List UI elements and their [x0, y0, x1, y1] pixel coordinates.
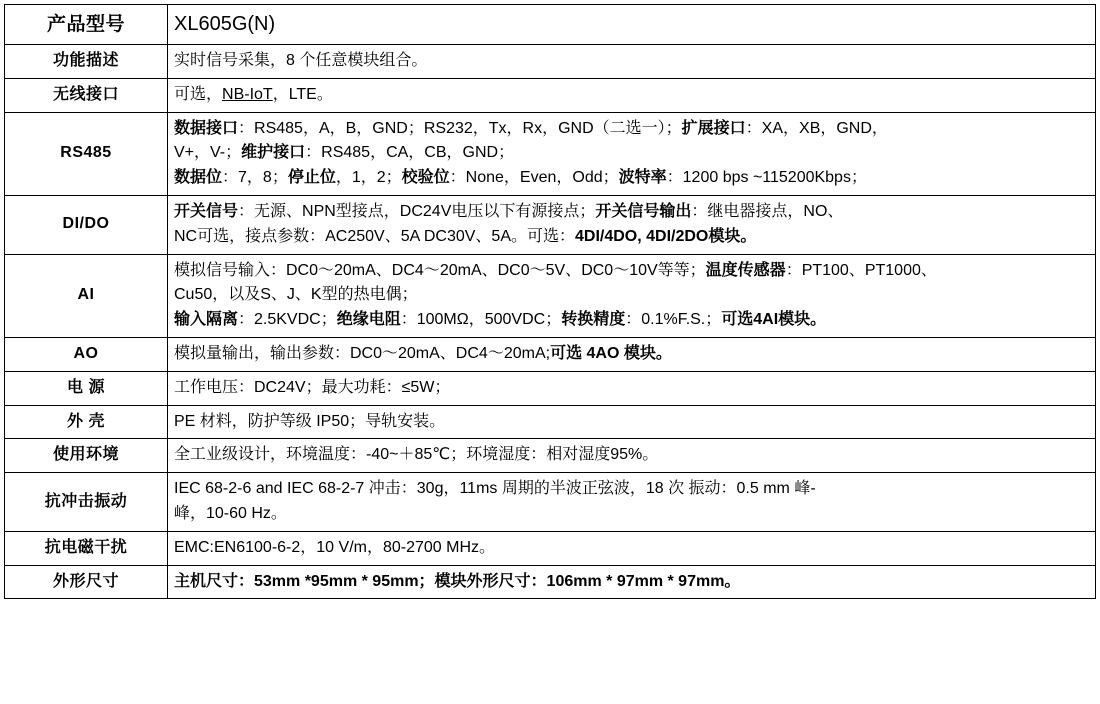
spec-text-segment: ，LTE。 — [272, 85, 333, 103]
spec-text-segment: ：None，Even，Odd； — [449, 169, 619, 187]
spec-text-segment: 峰，10-60 Hz。 — [174, 504, 287, 522]
spec-text-segment: XL605G(N) — [174, 13, 276, 35]
spec-text-segment: 工作电压：DC24V；最大功耗：≤5W； — [174, 378, 451, 396]
spec-text-segment: ：XA，XB，GND， — [745, 119, 888, 137]
table-row — [5, 112, 1096, 195]
spec-text-segment: 停止位 — [287, 169, 336, 187]
spec-value-cell — [168, 337, 1096, 371]
spec-value-line — [174, 9, 1089, 40]
spec-text-segment: 实时信号采集，8 个任意模块组合。 — [174, 52, 428, 69]
spec-text-segment: ：0.1%F.S.； — [625, 311, 722, 329]
spec-value-cell — [168, 78, 1096, 112]
spec-text-segment: ：无源、NPN型接点，DC24V电压以下有源接点； — [238, 202, 596, 220]
spec-text-segment: 波特率 — [618, 169, 667, 187]
spec-label-cell: 产品型号 — [5, 5, 168, 45]
spec-value-line — [174, 117, 1089, 142]
spec-value-line — [174, 141, 1089, 166]
table-row — [5, 195, 1096, 254]
spec-text-segment: EMC:EN6100-6-2，10 V/m，80-2700 MHz。 — [174, 538, 496, 556]
spec-label-cell: AI — [5, 254, 168, 337]
spec-value-line — [174, 376, 1089, 401]
spec-text-segment: 数据位 — [174, 169, 223, 187]
spec-value-line — [174, 283, 1089, 308]
product-spec-table — [4, 4, 1096, 599]
spec-value-cell — [168, 565, 1096, 599]
spec-value-cell — [168, 5, 1096, 45]
spec-text-segment: 主机尺寸：53mm *95mm * 95mm； — [174, 572, 435, 590]
spec-label-cell: 使用环境 — [5, 439, 168, 473]
spec-text-segment: V+，V-； — [174, 144, 242, 162]
spec-text-segment: 全工业级设计，环境温度：-40~＋85℃；环境湿度：相对湿度95%。 — [174, 446, 659, 464]
spec-value-line — [174, 225, 1089, 250]
spec-value-cell — [168, 254, 1096, 337]
spec-value-cell — [168, 531, 1096, 565]
spec-text-segment: 维护接口 — [241, 144, 306, 162]
spec-value-line — [174, 410, 1089, 435]
spec-text-segment: ：100MΩ，500VDC； — [400, 311, 562, 329]
table-row — [5, 439, 1096, 473]
spec-value-line — [174, 477, 1089, 502]
spec-value-line — [174, 536, 1089, 561]
spec-text-segment: 可选 4AO 模块。 — [550, 344, 672, 362]
spec-text-segment: 模块外形尺寸：106mm * 97mm * 97mm。 — [434, 572, 741, 590]
spec-text-segment: ：RS485，A，B，GND；RS232，Tx，Rx，GND（二选一）； — [238, 119, 682, 137]
spec-value-line — [174, 443, 1089, 468]
spec-label-cell: 抗冲击振动 — [5, 473, 168, 532]
spec-label-cell: 功能描述 — [5, 45, 168, 79]
spec-value-line — [174, 49, 1089, 74]
spec-value-line — [174, 342, 1089, 367]
spec-value-cell — [168, 371, 1096, 405]
spec-value-line — [174, 502, 1089, 527]
spec-text-segment: ：1200 bps ~115200Kbps； — [666, 169, 867, 187]
spec-text-segment: 校验位 — [401, 169, 450, 187]
spec-label-cell: AO — [5, 337, 168, 371]
spec-text-segment: 数据接口 — [174, 119, 239, 137]
spec-text-segment: 输入隔离 — [174, 311, 239, 329]
spec-label-cell: 电 源 — [5, 371, 168, 405]
table-row — [5, 254, 1096, 337]
spec-text-segment: NC可选，接点参数：AC250V、5A DC30V、5A。可选： — [174, 227, 575, 245]
spec-value-cell — [168, 405, 1096, 439]
spec-text-segment: 开关信号 — [174, 202, 239, 220]
spec-text-segment: 模拟信号输入：DC0～20mA、DC4～20mA、DC0～5V、DC0～10V等等； — [174, 261, 706, 279]
spec-text-segment: 开关信号输出 — [595, 202, 692, 220]
table-row — [5, 473, 1096, 532]
spec-text-segment: 扩展接口 — [681, 119, 746, 137]
spec-label-cell: 无线接口 — [5, 78, 168, 112]
spec-text-segment: 温度传感器 — [705, 261, 786, 279]
table-row — [5, 371, 1096, 405]
spec-value-cell — [168, 439, 1096, 473]
table-row — [5, 45, 1096, 79]
spec-table-body — [5, 5, 1096, 599]
spec-text-segment: 模拟量输出，输出参数：DC0～20mA、DC4～20mA; — [174, 344, 551, 362]
spec-text-segment: ：PT100、PT1000、 — [785, 261, 937, 279]
table-row — [5, 405, 1096, 439]
spec-value-line — [174, 259, 1089, 284]
spec-value-line — [174, 570, 1089, 595]
spec-label-cell: DI/DO — [5, 195, 168, 254]
spec-value-line — [174, 200, 1089, 225]
spec-value-cell — [168, 195, 1096, 254]
table-row — [5, 531, 1096, 565]
spec-value-line — [174, 166, 1089, 191]
spec-label-cell: RS485 — [5, 112, 168, 195]
spec-text-segment: 4DI/4DO, 4DI/2DO模块。 — [575, 227, 757, 245]
spec-value-line — [174, 308, 1089, 333]
spec-label-cell: 外形尺寸 — [5, 565, 168, 599]
spec-text-segment: ，1，2； — [335, 169, 402, 187]
spec-text-segment: ：RS485，CA，CB，GND； — [305, 144, 515, 162]
spec-text-segment: 可选4AI模块。 — [721, 311, 827, 329]
spec-text-segment: ：继电器接点，NO、 — [691, 202, 844, 220]
spec-value-cell — [168, 45, 1096, 79]
table-row — [5, 565, 1096, 599]
spec-text-segment: PE 材料，防护等级 IP50；导轨安装。 — [174, 412, 446, 430]
spec-value-cell — [168, 112, 1096, 195]
spec-text-segment: 可选， — [174, 85, 223, 103]
spec-value-cell — [168, 473, 1096, 532]
table-row — [5, 5, 1096, 45]
table-row — [5, 337, 1096, 371]
spec-value-line — [174, 83, 1089, 108]
table-row — [5, 78, 1096, 112]
spec-text-segment: IEC 68-2-6 and IEC 68-2-7 冲击：30g，11ms 周期的半波正弦波，18 次 振动：0.5 mm 峰- — [174, 480, 816, 498]
spec-text-segment: 转换精度 — [561, 311, 626, 329]
spec-text-segment: ：7，8； — [222, 169, 288, 187]
spec-text-segment: NB-IoT — [222, 85, 273, 103]
spec-label-cell: 抗电磁干扰 — [5, 531, 168, 565]
spec-label-cell: 外 壳 — [5, 405, 168, 439]
spec-text-segment: Cu50，以及S、J、K型的热电偶； — [174, 286, 418, 304]
spec-text-segment: 绝缘电阻 — [336, 311, 401, 329]
spec-text-segment: ：2.5KVDC； — [238, 311, 337, 329]
